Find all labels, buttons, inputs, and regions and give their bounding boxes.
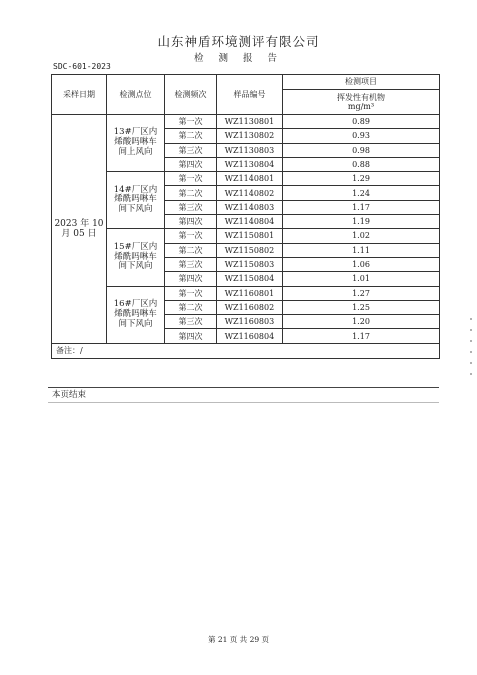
sampling-date-cell [52, 115, 107, 344]
location-line: 15#厂区内 [113, 241, 158, 252]
value-cell: 1.20 [283, 315, 440, 329]
table-row [52, 172, 440, 186]
value-cell: 1.24 [283, 186, 440, 200]
value-cell: 1.11 [283, 243, 440, 257]
sample-id-cell: WZ1130801 [217, 115, 283, 129]
header-frequency: 检测频次 [165, 75, 217, 115]
frequency-cell: 第四次 [165, 272, 217, 286]
sample-id-cell: WZ1150801 [217, 229, 283, 243]
header-item-name-unit [283, 90, 440, 115]
value-cell: 0.88 [283, 157, 440, 171]
frequency-cell: 第二次 [165, 129, 217, 143]
header-test-item: 检测项目 [283, 75, 440, 90]
frequency-cell: 第四次 [165, 157, 217, 171]
frequency-cell: 第一次 [165, 286, 217, 300]
end-divider-lower [48, 402, 439, 403]
location-line: 16#厂区内 [113, 299, 158, 309]
item-name: 挥发性有机物 [337, 92, 385, 102]
company-name: 山东神盾环境测评有限公司 [157, 34, 320, 49]
report-subtitle: 检 测 报 告 [193, 53, 284, 64]
location-line: 烯酰吗啉车 [114, 251, 157, 262]
frequency-cell: 第三次 [165, 143, 217, 157]
value-cell: 0.98 [283, 143, 440, 157]
sample-id-cell: WZ1140804 [217, 215, 283, 229]
page-end-text: 本页结束 [52, 390, 87, 400]
sample-id-cell: WZ1150802 [217, 243, 283, 257]
location-line: 间下风向 [118, 204, 153, 215]
value-cell: 0.93 [283, 129, 440, 143]
header-location: 检测点位 [107, 75, 165, 115]
location-line: 13#厂区内 [113, 127, 158, 138]
binding-marks [470, 318, 473, 384]
sample-id-cell: WZ1130803 [217, 143, 283, 157]
header-date: 采样日期 [52, 75, 107, 115]
value-cell: 1.29 [283, 172, 440, 186]
sample-id-cell: WZ1160801 [217, 286, 283, 300]
location-line: 烯酸吗啉车 [114, 137, 157, 148]
sample-id-cell: WZ1130802 [217, 129, 283, 143]
value-cell: 1.25 [283, 300, 440, 314]
sample-id-cell: WZ1150803 [217, 257, 283, 271]
frequency-cell: 第四次 [165, 329, 217, 343]
sample-id-cell: WZ1160802 [217, 300, 283, 314]
value-cell: 1.19 [283, 215, 440, 229]
sample-id-cell: WZ1160803 [217, 315, 283, 329]
value-cell: 1.17 [283, 329, 440, 343]
note-row [52, 343, 440, 358]
sample-id-cell: WZ1130804 [217, 157, 283, 171]
frequency-cell: 第三次 [165, 257, 217, 271]
frequency-cell: 第三次 [165, 315, 217, 329]
results-table [51, 74, 440, 359]
remarks: 备注：/ [52, 343, 440, 358]
table-row [52, 286, 440, 300]
value-cell: 1.01 [283, 272, 440, 286]
frequency-cell: 第一次 [165, 115, 217, 129]
location-line: 14#厂区内 [113, 184, 158, 195]
location-line: 间下风向 [118, 318, 153, 329]
date-line1: 2023 年 10 [54, 218, 104, 229]
value-cell: 1.27 [283, 286, 440, 300]
sample-id-cell: WZ1160804 [217, 329, 283, 343]
document-number: SDC-601-2023 [53, 62, 111, 71]
location-cell [107, 172, 165, 229]
value-cell: 1.17 [283, 200, 440, 214]
sample-id-cell: WZ1150804 [217, 272, 283, 286]
header-sample-id: 样品编号 [217, 75, 283, 115]
frequency-cell: 第二次 [165, 243, 217, 257]
sample-id-cell: WZ1140801 [217, 172, 283, 186]
frequency-cell: 第二次 [165, 300, 217, 314]
table-row [52, 229, 440, 243]
frequency-cell: 第一次 [165, 229, 217, 243]
value-cell: 1.06 [283, 257, 440, 271]
value-cell: 1.02 [283, 229, 440, 243]
location-line: 间下风向 [118, 261, 153, 272]
location-cell [107, 286, 165, 343]
sample-id-cell: WZ1140802 [217, 186, 283, 200]
frequency-cell: 第二次 [165, 186, 217, 200]
frequency-cell: 第三次 [165, 200, 217, 214]
item-unit: mg/m³ [347, 102, 375, 111]
sample-id-cell: WZ1140803 [217, 200, 283, 214]
value-cell: 0.89 [283, 115, 440, 129]
end-divider [48, 387, 439, 388]
frequency-cell: 第四次 [165, 215, 217, 229]
date-line2: 月 05 日 [61, 228, 97, 239]
location-cell [107, 115, 165, 172]
page-number: 第 21 页 共 29 页 [207, 635, 269, 644]
location-line: 烯酰吗啉车 [114, 308, 157, 319]
location-line: 间上风向 [118, 146, 153, 157]
table-row [52, 115, 440, 129]
location-cell [107, 229, 165, 286]
frequency-cell: 第一次 [165, 172, 217, 186]
location-line: 烯酰吗啉车 [114, 194, 157, 205]
